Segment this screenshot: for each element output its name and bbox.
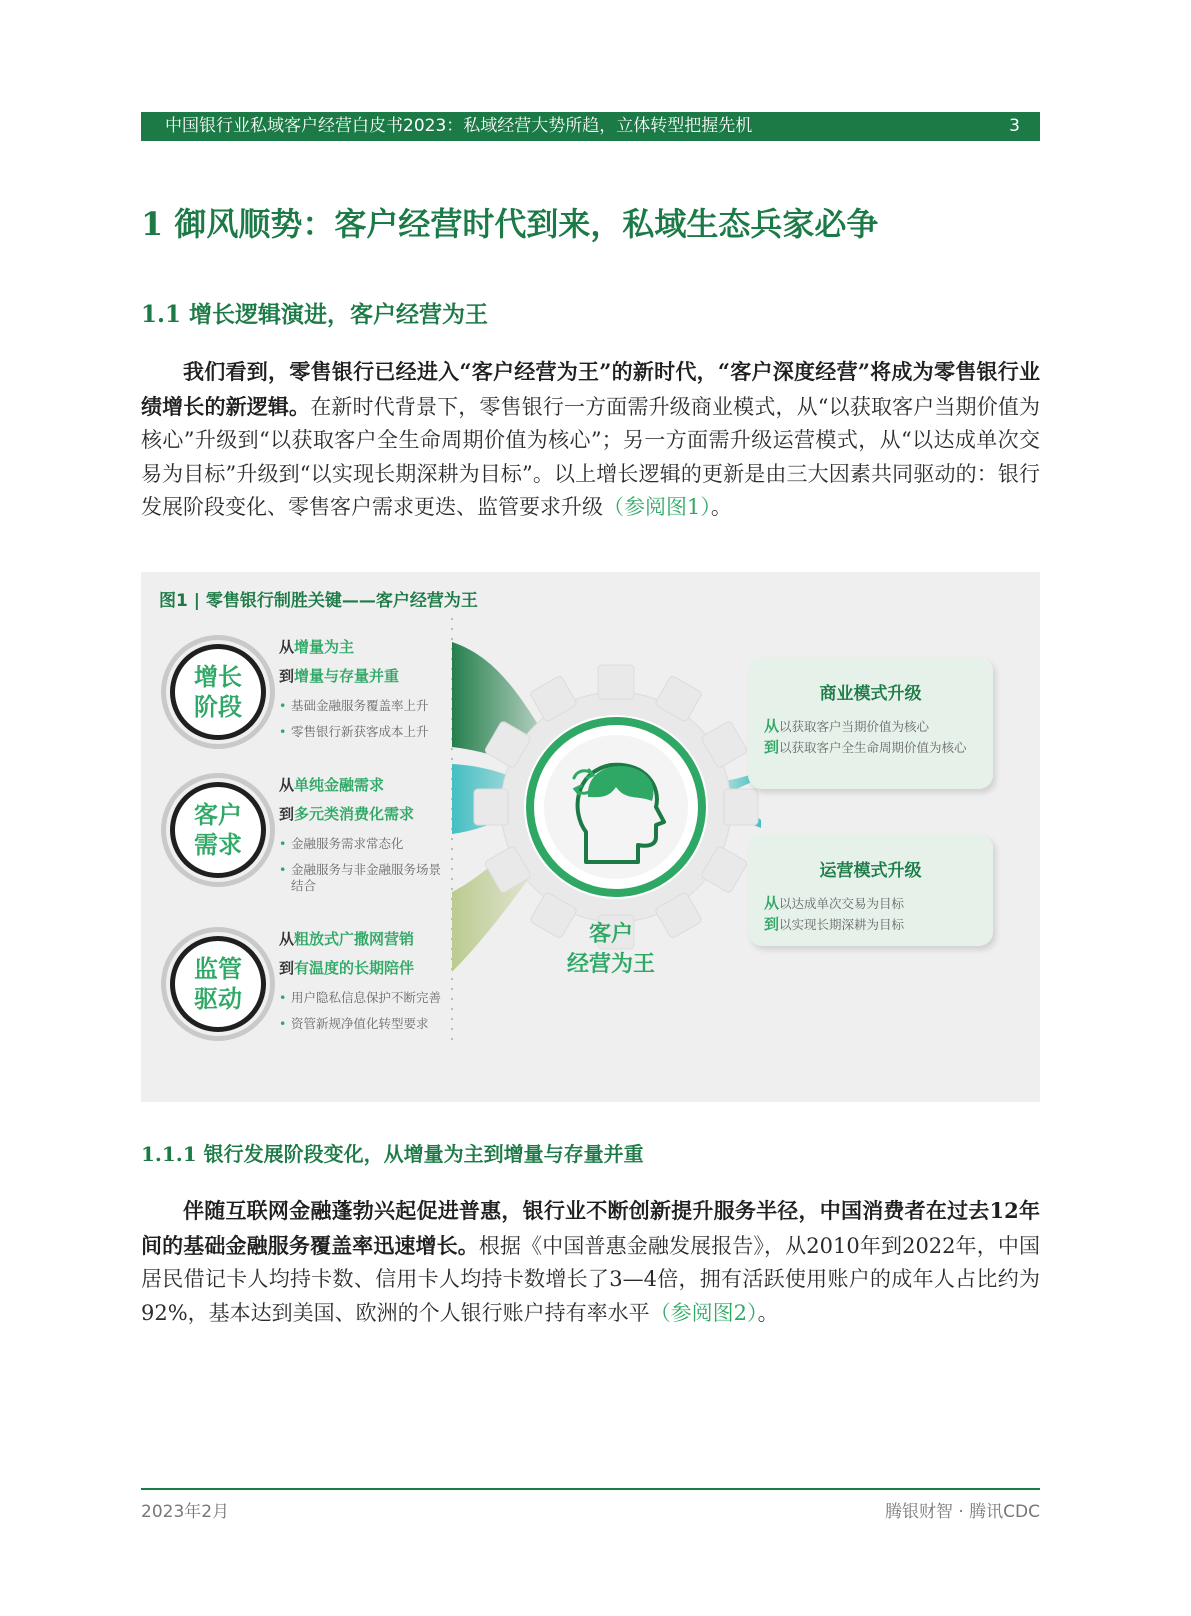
card-from: 以达成单次交易为目标 [779, 896, 905, 911]
bullet-item: • 用户隐私信息保护不断完善 [279, 990, 444, 1006]
running-header [141, 112, 1040, 141]
card-title: 商业模式升级 [819, 684, 922, 704]
growth-stage-circle [170, 644, 266, 740]
header-title: 中国银行业私域客户经营白皮书2023：私域经营大势所趋，立体转型把握先机 [165, 116, 753, 136]
paragraph-1-bold: 我们看到，零售银行已经进入“客户经营为王”的新时代，“客户深度经营”将成为零售银行业绩增长的新逻辑。 [141, 359, 1040, 419]
card-to: 以获取客户全生命周期价值为核心 [779, 740, 967, 755]
to-word: 到 [764, 915, 780, 933]
card-title: 运营模式升级 [819, 861, 922, 881]
paragraph-2 [141, 1194, 1040, 1330]
paragraph-1-end: 。 [710, 495, 732, 519]
customer-demand-text [279, 774, 444, 904]
page-number: 3 [1009, 116, 1020, 136]
to-word: 到 [764, 738, 780, 756]
from-word: 从 [279, 930, 295, 948]
bullet-item: • 金融服务与非金融服务场景结合 [279, 862, 444, 894]
figure-title: 图1 | 零售银行制胜关键——客户经营为王 [159, 591, 478, 611]
bullet-item: • 基础金融服务覆盖率上升 [279, 698, 449, 714]
center-label-line2: 经营为王 [566, 952, 655, 977]
circle-label-line2: 阶段 [194, 693, 242, 721]
to-word: 到 [279, 805, 295, 823]
sub-subsection-heading: 1.1.1 银行发展阶段变化，从增量为主到增量与存量并重 [141, 1142, 644, 1166]
growth-stage-text [279, 636, 449, 750]
footer-brand: 腾银财智 · 腾讯CDC [884, 1502, 1040, 1522]
figure-2-reference[interactable]: （参阅图2） [649, 1300, 758, 1325]
center-label [541, 920, 681, 980]
to-value: 有温度的长期陪伴 [294, 959, 415, 977]
business-model-card [748, 657, 993, 789]
from-word: 从 [279, 776, 295, 794]
circle-label-line1: 监管 [194, 955, 242, 983]
operating-model-card [748, 834, 993, 946]
figure-1-reference[interactable]: （参阅图1） [603, 495, 711, 519]
to-value: 增量与存量并重 [294, 667, 400, 685]
section-heading: 1 御风顺势：客户经营时代到来，私域生态兵家必争 [141, 205, 879, 243]
from-value: 粗放式广撒网营销 [294, 930, 415, 948]
paragraph-2-bold: 伴随互联网金融蓬勃兴起促进普惠，银行业不断创新提升服务半径，中国消费者在过去12年间的基础金融服务覆盖率迅速增长。 [141, 1198, 1040, 1258]
paragraph-2-text: 根据《中国普惠金融发展报告》，从2010年到2022年，中国居民借记卡人均持卡数、信用卡人均持卡数增长了3—4倍，拥有活跃使用账户的成年人占比约为92%，基本达到美国、欧洲的个人银行账户持有率水平 [141, 1233, 1040, 1325]
circle-label-line1: 增长 [194, 663, 242, 691]
center-label-line1: 客户 [588, 922, 633, 947]
bullet-item: • 零售银行新获客成本上升 [279, 724, 449, 740]
footer-date: 2023年2月 [141, 1502, 230, 1522]
circle-label-line1: 客户 [194, 801, 242, 829]
customer-demand-circle [170, 782, 266, 878]
to-word: 到 [279, 959, 295, 977]
paragraph-1-text: 在新时代背景下，零售银行一方面需升级商业模式，从“以获取客户当期价值为核心”升级到“以获取客户全生命周期价值为核心”；另一方面需升级运营模式，从“以达成单次交易为目标”升级到“以实现长期深耕为目标”。以上增长逻辑的更新是由三大因素共同驱动的：银行发展阶段变化、零售客户需求更迭、监管要求升级 [141, 394, 1041, 519]
bullet-item: • 资管新规净值化转型要求 [279, 1016, 444, 1032]
from-word: 从 [764, 717, 780, 735]
circle-label-line2: 驱动 [194, 985, 242, 1013]
figure-1 [141, 572, 1040, 1102]
from-value: 单纯金融需求 [294, 776, 385, 794]
card-from: 以获取客户当期价值为核心 [779, 719, 930, 734]
from-value: 增量为主 [294, 638, 355, 656]
to-value: 多元类消费化需求 [294, 805, 415, 823]
regulation-circle [170, 936, 266, 1032]
paragraph-1 [141, 355, 1040, 525]
regulation-text [279, 928, 444, 1042]
subsection-heading: 1.1 增长逻辑演进，客户经营为王 [141, 301, 489, 328]
paragraph-2-end: 。 [757, 1300, 779, 1325]
circle-label-line2: 需求 [194, 831, 242, 859]
bullet-item: • 金融服务需求常态化 [279, 836, 444, 852]
card-to: 以实现长期深耕为目标 [779, 917, 905, 932]
to-word: 到 [279, 667, 295, 685]
from-word: 从 [764, 894, 780, 912]
from-word: 从 [279, 638, 295, 656]
footer-divider [141, 1488, 1040, 1490]
